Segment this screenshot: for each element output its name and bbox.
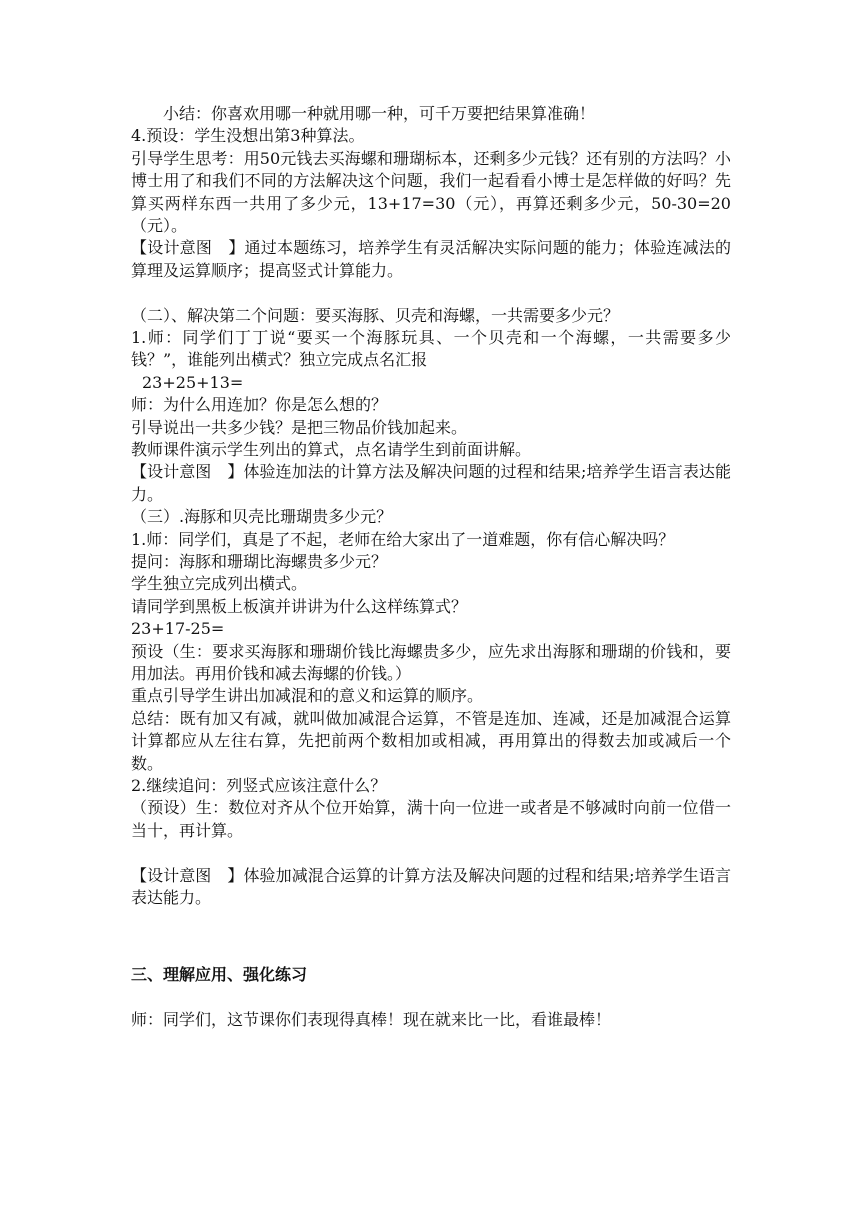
section-3-followup: 2.继续追问：列竖式应该注意什么？ <box>131 775 387 795</box>
section-3-question: 提问：海豚和珊瑚比海螺贵多少元？ <box>131 551 388 571</box>
section-3-teacher-prompt: 1.师：同学们，真是了不起，老师在给大家出了一道难题，你有信心解决吗？ <box>131 529 675 549</box>
design-intent-1: 【设计意图 】通过本题练习，培养学生有灵活解决实际问题的能力；体验连减法的算理及运算顺序；提高竖式计算能力。 <box>131 238 731 280</box>
design-intent-2: 【设计意图 】体验连加法的计算方法及解决问题的过程和结果;培养学生语言表达能力。 <box>131 462 731 504</box>
section-2-teacher-prompt: 1.师：同学们丁丁说“要买一个海豚玩具、一个贝壳和一个海螺，一共需要多少钱？”，谁能列出横式？独立完成点名汇报 <box>131 328 731 370</box>
section-2-formula: 23+25+13= <box>142 372 244 392</box>
section-3-independent: 学生独立完成列出横式。 <box>131 574 308 594</box>
section-3-answer: （预设）生：数位对齐从个位开始算，满十向一位进一或者是不够减时向前一位借一当十，再计算。 <box>131 798 731 840</box>
section-2-guide: 引导说出一共多少钱？是把三物品价钱加起来。 <box>131 417 468 437</box>
guide-paragraph: 引导学生思考：用50元钱去买海螺和珊瑚标本，还剩多少元钱？还有别的方法吗？小博士用了和我们不同的方法解决这个问题，我们一起看看小博士是怎样做的好吗？先算买两样东西一共用了多少元，13+17=30（元），再算还剩多少元，50-30=20（元）。 <box>131 148 731 235</box>
spacer <box>131 909 731 941</box>
section-2-courseware: 教师课件演示学生列出的算式，点名请学生到前面讲解。 <box>131 439 532 459</box>
part-3-heading: 三、理解应用、强化练习 <box>131 964 308 984</box>
section-3-preset: 预设（生：要求买海豚和珊瑚价钱比海螺贵多少，应先求出海豚和珊瑚的价钱和，要用加法。再用价钱和减去海螺的价钱。） <box>131 641 731 683</box>
section-3-formula: 23+17-25= <box>131 619 225 639</box>
document-body <box>131 103 731 1031</box>
spacer <box>131 842 731 864</box>
design-intent-3: 【设计意图 】体验加减混合运算的计算方法及解决问题的过程和结果;培养学生语言表达能力。 <box>131 865 731 907</box>
preset-4-text: 4.预设：学生没想出第3种算法。 <box>131 126 365 146</box>
spacer <box>131 282 731 304</box>
summary-text: 小结：你喜欢用哪一种就用哪一种，可千万要把结果算准确！ <box>163 104 596 123</box>
section-3-conclusion: 总结：既有加又有减，就叫做加减混合运算，不管是连加、连减，还是加减混合运算计算都应从左往右算，先把前两个数相加或相减，再用算出的得数去加或减后一个数。 <box>131 708 731 773</box>
closing-text: 师：同学们，这节课你们表现得真棒！现在就来比一比，看谁最棒！ <box>131 1009 612 1029</box>
section-2-why: 师：为什么用连加？你是怎么想的？ <box>131 395 388 415</box>
spacer <box>131 986 731 1008</box>
section-3-title: （三）.海豚和贝壳比珊瑚贵多少元？ <box>131 507 393 527</box>
spacer <box>131 941 731 963</box>
section-3-focus: 重点引导学生讲出加减混和的意义和运算的顺序。 <box>131 686 484 706</box>
section-2-title: （二）、解决第二个问题：要买海豚、贝壳和海螺，一共需要多少元？ <box>131 305 620 325</box>
section-3-board: 请同学到黑板上板演并讲讲为什么这样练算式？ <box>131 596 468 616</box>
